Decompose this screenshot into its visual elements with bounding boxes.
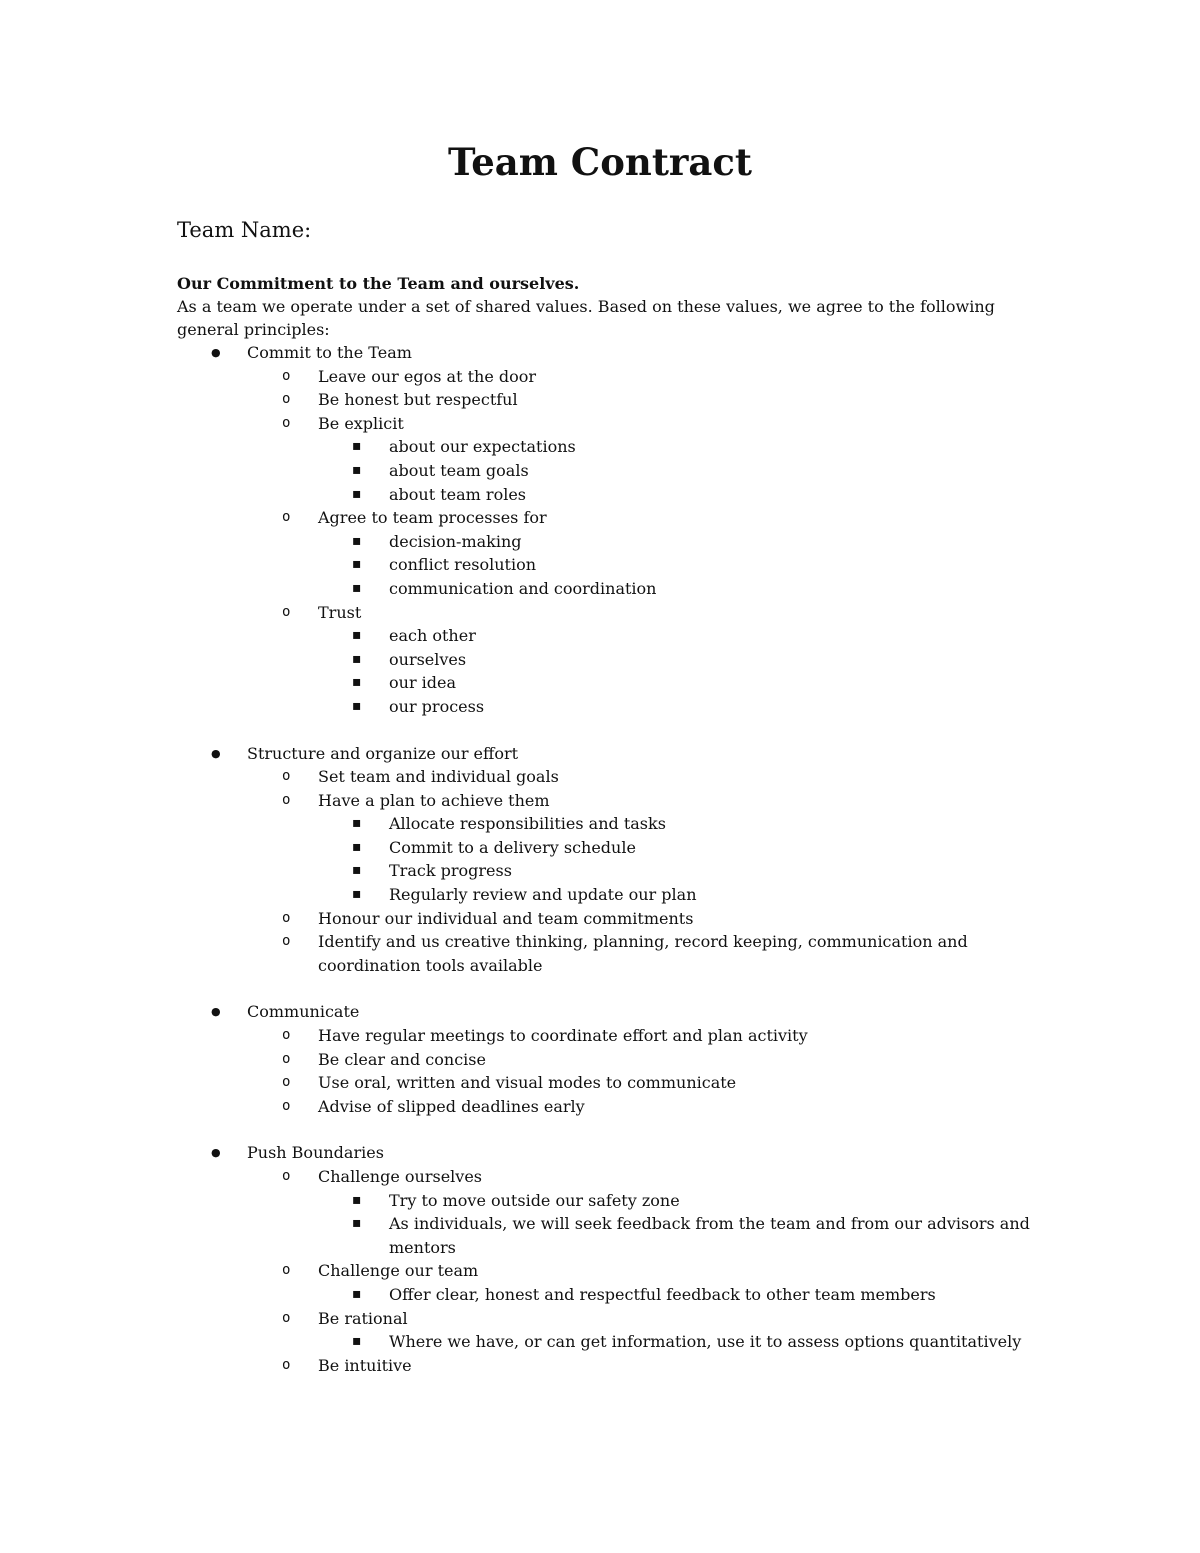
sub-item bbox=[247, 1259, 1037, 1306]
detail-item: ▪ As individuals, we will seek feedback from the team and from our advisors and mentors bbox=[318, 1212, 1037, 1259]
detail-item: ▪ ourselves bbox=[318, 648, 1037, 672]
principle-label: Commit to the Team bbox=[247, 343, 412, 362]
sub-item bbox=[247, 506, 1037, 600]
detail-sublist bbox=[318, 812, 1037, 906]
sub-item bbox=[247, 765, 1037, 789]
detail-item: ▪ about team roles bbox=[318, 483, 1037, 507]
sub-item bbox=[247, 601, 1037, 719]
detail-item: ▪ Offer clear, honest and respectful feedback to other team members bbox=[318, 1283, 1037, 1307]
detail-item: ▪ Track progress bbox=[318, 859, 1037, 883]
sub-item-label: Set team and individual goals bbox=[318, 767, 559, 787]
principle-item bbox=[177, 1000, 1037, 1118]
sub-item bbox=[247, 1048, 1037, 1072]
sub-item-label: Leave our egos at the door bbox=[318, 366, 537, 386]
principles-list bbox=[177, 341, 1037, 1377]
sub-item-label: Be honest but respectful bbox=[318, 390, 518, 410]
sub-item-label: Be rational bbox=[318, 1308, 408, 1328]
team-name-label: Team Name: bbox=[177, 218, 312, 242]
detail-item: ▪ about our expectations bbox=[318, 435, 1037, 459]
detail-item: ▪ our process bbox=[318, 695, 1037, 719]
sub-item bbox=[247, 907, 1037, 931]
spacer bbox=[177, 1118, 1037, 1141]
detail-sublist bbox=[318, 1283, 1037, 1307]
sub-item-label: Challenge ourselves bbox=[318, 1167, 482, 1186]
sub-item-label: Challenge our team bbox=[318, 1261, 479, 1281]
spacer bbox=[177, 719, 1037, 742]
sub-item bbox=[247, 1071, 1037, 1095]
principle-label: Structure and organize our effort bbox=[247, 743, 519, 763]
sub-item bbox=[247, 412, 1037, 506]
commitment-heading: Our Commitment to the Team and ourselves. bbox=[177, 274, 580, 293]
commitment-intro: As a team we operate under a set of shared values. Based on these values, we agree to the following general principles: bbox=[177, 297, 995, 339]
sub-item bbox=[247, 789, 1037, 907]
sub-item bbox=[247, 930, 1037, 977]
sub-item-label: Trust bbox=[318, 602, 362, 622]
sub-item-label: Advise of slipped deadlines early bbox=[318, 1096, 585, 1116]
principle-sublist bbox=[247, 1024, 1037, 1118]
detail-sublist bbox=[318, 624, 1037, 718]
sub-item bbox=[247, 388, 1037, 412]
principle-label: Communicate bbox=[247, 1002, 360, 1022]
sub-item-label: Have a plan to achieve them bbox=[318, 790, 550, 810]
sub-item-label: Be clear and concise bbox=[318, 1049, 486, 1069]
detail-sublist bbox=[318, 1189, 1037, 1260]
commitment-section bbox=[177, 272, 1037, 1377]
sub-item bbox=[247, 1095, 1037, 1119]
principle-item bbox=[177, 341, 1037, 719]
detail-item: ▪ our idea bbox=[318, 671, 1037, 695]
detail-item: ▪ each other bbox=[318, 624, 1037, 648]
sub-item-label: Agree to team processes for bbox=[318, 508, 547, 528]
principle-sublist bbox=[247, 765, 1037, 977]
sub-item bbox=[247, 1307, 1037, 1354]
detail-item: ▪ Try to move outside our safety zone bbox=[318, 1189, 1037, 1213]
principle-item bbox=[177, 1141, 1037, 1377]
principle-item bbox=[177, 742, 1037, 978]
page-title: Team Contract bbox=[447, 140, 753, 184]
detail-item: ▪ about team goals bbox=[318, 459, 1037, 483]
sub-item-label: Be intuitive bbox=[318, 1355, 412, 1375]
principle-sublist bbox=[247, 1165, 1037, 1377]
sub-item bbox=[247, 365, 1037, 389]
principle-sublist bbox=[247, 365, 1037, 719]
detail-sublist bbox=[318, 530, 1037, 601]
sub-item bbox=[247, 1354, 1037, 1378]
sub-item-label: Identify and us creative thinking, planning, record keeping, communication and coordination tools available bbox=[318, 932, 968, 975]
sub-item-label: Have regular meetings to coordinate effort and plan activity bbox=[318, 1026, 808, 1046]
sub-item bbox=[247, 1024, 1037, 1048]
principle-label: Push Boundaries bbox=[247, 1143, 384, 1163]
spacer bbox=[177, 977, 1037, 1000]
detail-sublist bbox=[318, 1330, 1037, 1354]
detail-item: ▪ Commit to a delivery schedule bbox=[318, 836, 1037, 860]
detail-item: ▪ conflict resolution bbox=[318, 553, 1037, 577]
sub-item-label: Be explicit bbox=[318, 413, 404, 433]
detail-item: ▪ Allocate responsibilities and tasks bbox=[318, 812, 1037, 836]
detail-item: ▪ Regularly review and update our plan bbox=[318, 883, 1037, 907]
detail-item: ▪ communication and coordination bbox=[318, 577, 1037, 601]
sub-item-label: Use oral, written and visual modes to communicate bbox=[318, 1073, 737, 1093]
sub-item-label: Honour our individual and team commitments bbox=[318, 908, 694, 928]
detail-item: ▪ decision-making bbox=[318, 530, 1037, 554]
detail-sublist bbox=[318, 435, 1037, 506]
detail-item: ▪ Where we have, or can get information, use it to assess options quantitatively bbox=[318, 1330, 1037, 1354]
sub-item bbox=[247, 1165, 1037, 1259]
